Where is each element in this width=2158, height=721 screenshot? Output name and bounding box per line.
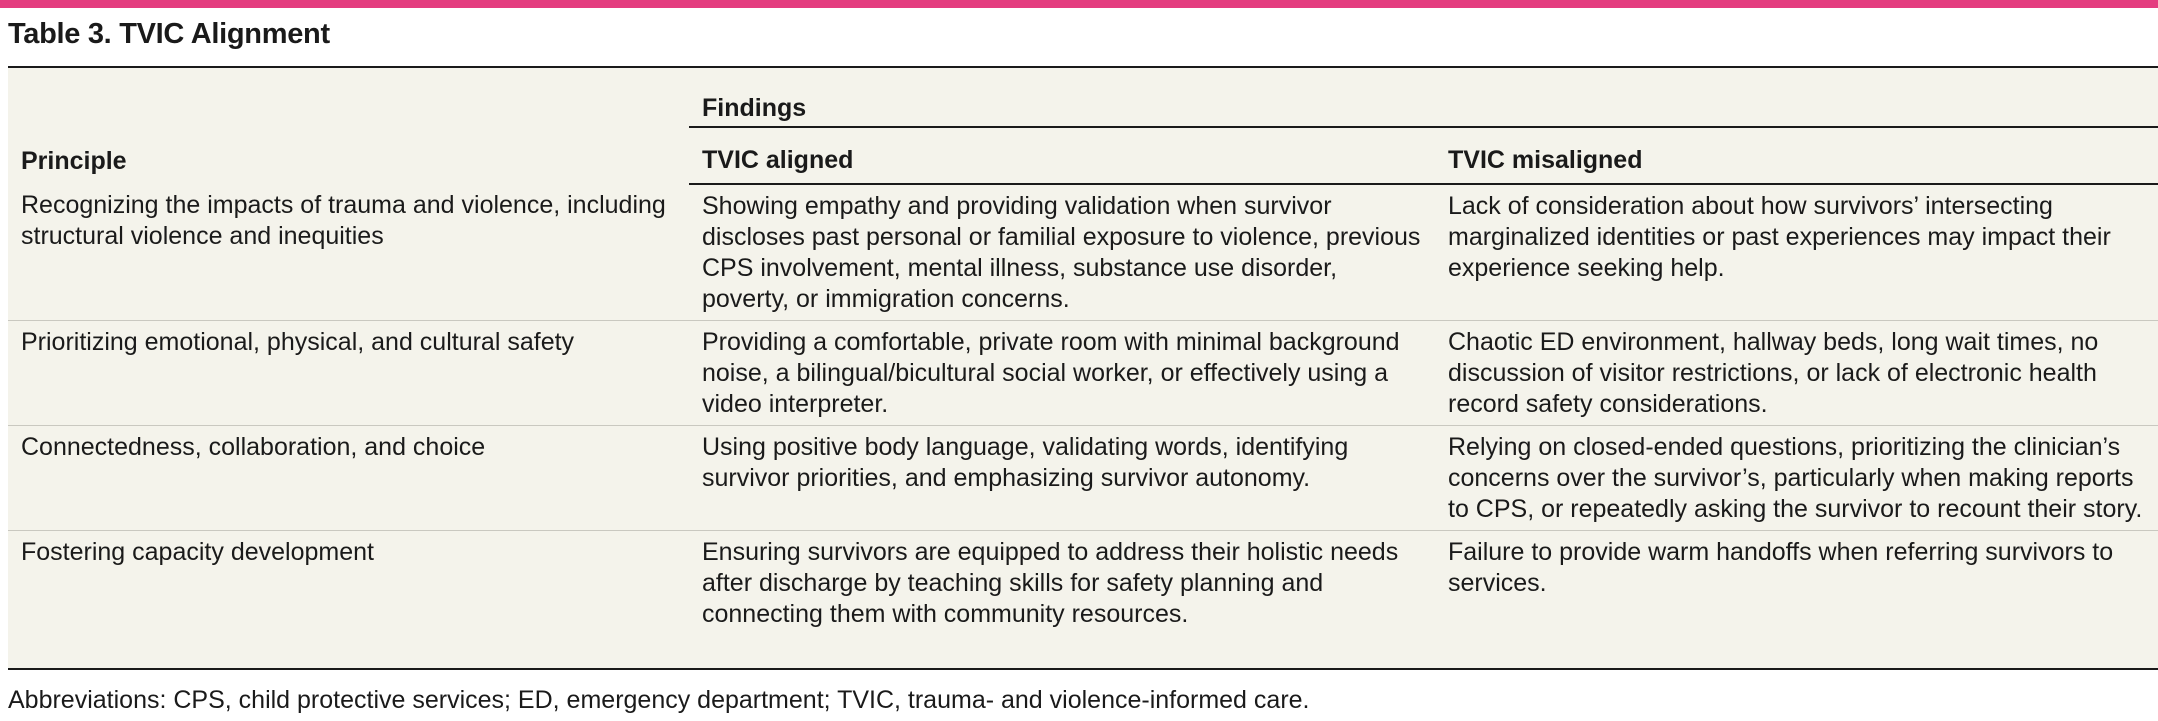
header-tvic-aligned: TVIC aligned — [689, 127, 1435, 184]
header-tvic-misaligned: TVIC misaligned — [1435, 127, 2158, 184]
principle-cell: Connectedness, collaboration, and choice — [8, 426, 689, 531]
principle-cell: Recognizing the impacts of trauma and violence, including structural violence and inequities — [21, 191, 666, 250]
table-title: Table 3. TVIC Alignment — [8, 18, 330, 50]
aligned-cell: Providing a comfortable, private room with minimal background noise, a bilingual/bicultural social worker, or effectively using a video interpreter. — [689, 321, 1435, 426]
table-footnote: Abbreviations: CPS, child protective services; ED, emergency department; TVIC, trauma- and violence-informed care. — [8, 686, 1310, 714]
principle-cell: Prioritizing emotional, physical, and cultural safety — [8, 321, 689, 426]
aligned-cell: Ensuring survivors are equipped to address their holistic needs after discharge by teaching skills for safety planning and connecting them with community resources. — [689, 531, 1435, 636]
table-row — [8, 531, 2158, 636]
table-container — [8, 66, 2158, 670]
table-row — [8, 426, 2158, 531]
header-row-top — [8, 68, 2158, 127]
header-principle: Principle — [21, 147, 127, 175]
misaligned-cell: Chaotic ED environment, hallway beds, long wait times, no discussion of visitor restrictions, or lack of electronic health record safety considerations. — [1435, 321, 2158, 426]
accent-bar — [0, 0, 2158, 8]
table-row — [8, 184, 2158, 321]
misaligned-cell: Lack of consideration about how survivors’ intersecting marginalized identities or past experiences may impact their experience seeking help. — [1448, 192, 2111, 282]
aligned-cell: Using positive body language, validating words, identifying survivor priorities, and emphasizing survivor autonomy. — [689, 426, 1435, 531]
misaligned-cell: Failure to provide warm handoffs when referring survivors to services. — [1435, 531, 2158, 636]
header-findings: Findings — [702, 94, 807, 122]
misaligned-cell: Relying on closed-ended questions, prioritizing the clinician’s concerns over the survivor’s, particularly when making reports to CPS, or repeatedly asking the survivor to recount their story. — [1435, 426, 2158, 531]
principle-cell: Fostering capacity development — [8, 531, 689, 636]
aligned-cell: Showing empathy and providing validation when survivor discloses past personal or familial exposure to violence, previous CPS involvement, mental illness, substance use disorder, poverty, or immigration concerns. — [702, 192, 1421, 313]
table-row — [8, 321, 2158, 426]
tvic-alignment-table — [8, 68, 2158, 635]
